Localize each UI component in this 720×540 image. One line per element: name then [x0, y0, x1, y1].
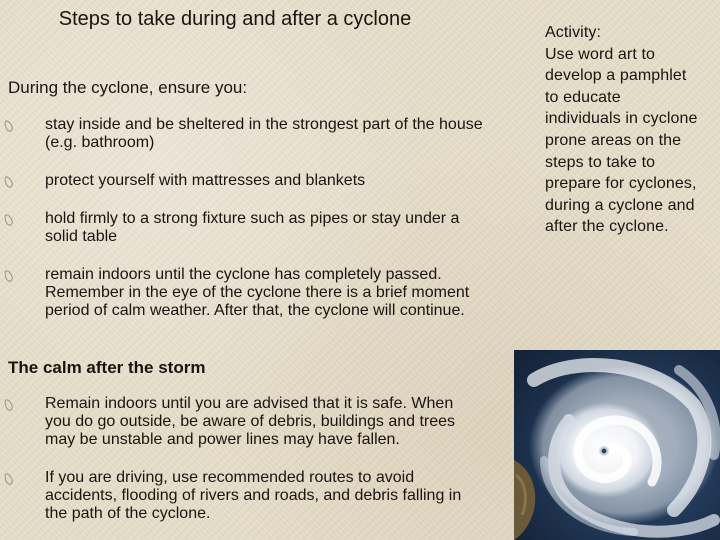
- activity-line: during a cyclone and: [545, 196, 695, 214]
- activity-line: prepare for cyclones,: [545, 175, 697, 193]
- list-item: [0, 172, 490, 190]
- bullet-icon: [3, 398, 14, 412]
- list-item-text: Remain indoors until you are advised that it is safe. When you do go outside, be aware of debris, buildings and trees may be unstable and power lines may have fallen.: [45, 395, 456, 448]
- list-item-text: hold firmly to a strong fixture such as pipes or stay under a solid table: [45, 210, 460, 245]
- activity-line: Activity:: [545, 24, 602, 41]
- list-item: [0, 210, 490, 246]
- activity-line: prone areas on the: [545, 131, 682, 149]
- list-item: [0, 266, 490, 320]
- list-item: [0, 469, 490, 523]
- slide-title: Steps to take during and after a cyclone: [58, 8, 412, 30]
- activity-line: to educate: [545, 88, 621, 106]
- bullet-icon: [3, 472, 14, 486]
- activity-line: after the cyclone.: [545, 218, 669, 236]
- list-item: [0, 395, 490, 449]
- activity-line: steps to take to: [545, 153, 656, 171]
- after-steps-list: [0, 395, 490, 523]
- cyclone-satellite-image: [514, 350, 720, 540]
- list-item-text: stay inside and be sheltered in the strongest part of the house (e.g. bathroom): [45, 116, 483, 151]
- after-section-heading: The calm after the storm: [8, 358, 206, 377]
- during-steps-list: [0, 116, 490, 320]
- activity-line: develop a pamphlet: [545, 67, 687, 85]
- during-section-heading: During the cyclone, ensure you:: [8, 78, 248, 97]
- list-item-text: protect yourself with mattresses and blankets: [45, 172, 366, 189]
- bullet-icon: [3, 269, 14, 283]
- list-item-text: If you are driving, use recommended routes to avoid accidents, flooding of rivers and roads, and debris falling in the path of the cyclone.: [45, 469, 462, 522]
- bullet-icon: [3, 119, 14, 133]
- activity-line: individuals in cyclone: [545, 110, 698, 128]
- list-item-text: remain indoors until the cyclone has completely passed. Remember in the eye of the cyclone there is a brief moment period of calm weather. After that, the cyclone will continue.: [45, 266, 470, 319]
- list-item: [0, 116, 490, 152]
- bullet-icon: [3, 213, 14, 227]
- activity-box: [545, 22, 717, 238]
- bullet-icon: [3, 175, 14, 189]
- activity-line: Use word art to: [545, 45, 655, 63]
